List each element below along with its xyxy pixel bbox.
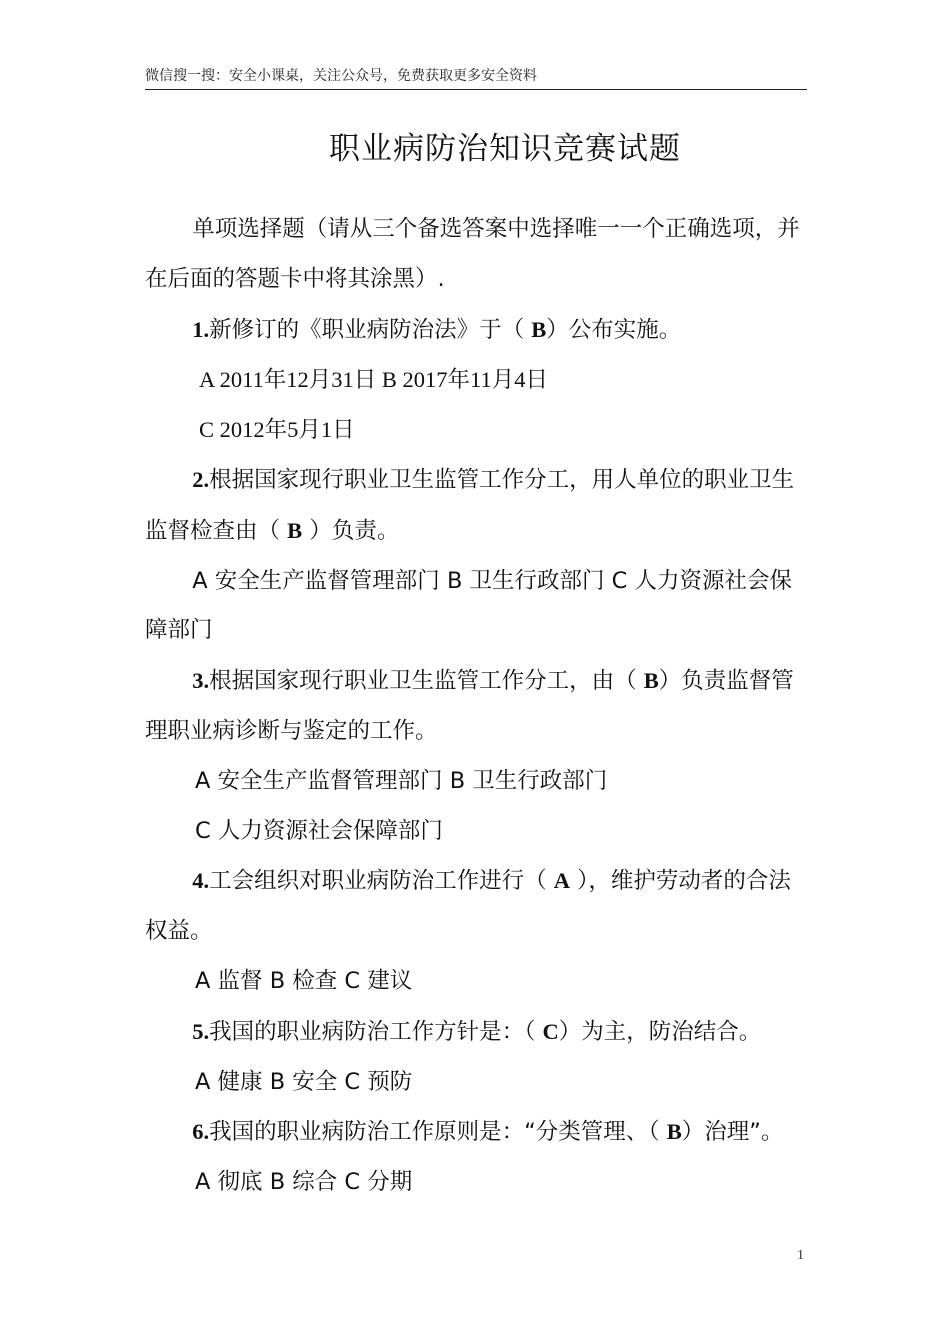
question-5-options: A 健康 B 安全 C 预防	[195, 1068, 413, 1095]
question-text: 我国的职业病防治工作原则是：“分类管理、（	[209, 1119, 667, 1146]
question-text: 工会组织对职业病防治工作进行（	[209, 868, 554, 895]
question-text: 根据国家现行职业卫生监管工作分工，由（	[209, 668, 644, 695]
question-5	[145, 1007, 807, 1058]
question-2	[145, 455, 807, 557]
header-divider	[145, 89, 807, 90]
question-answer: C	[542, 1018, 559, 1044]
page-number: 1	[797, 1248, 804, 1263]
question-answer: B	[643, 668, 659, 694]
question-1-options-line-2: C 2012年5月1日	[199, 417, 355, 443]
question-4	[145, 856, 807, 957]
question-text: 根据国家现行职业卫生监管工作分工，用人单位的职业卫生监督检查由（	[145, 466, 795, 544]
page-header: 微信搜一搜：安全小课桌，关注公众号，免费获取更多安全资料	[145, 68, 537, 84]
question-answer: B	[531, 316, 547, 342]
question-text-end: ）治理”。	[681, 1119, 784, 1146]
question-answer: B	[287, 517, 303, 543]
question-6-options: A 彻底 B 综合 C 分期	[195, 1169, 413, 1196]
question-text: 我国的职业病防治工作方针是：（	[209, 1018, 543, 1045]
question-3-options-line-1: A 安全生产监督管理部门 B 卫生行政部门	[195, 767, 608, 794]
question-text-end: ）为主，防治结合。	[558, 1018, 762, 1045]
document-body	[145, 205, 807, 1208]
question-answer: A	[553, 868, 571, 894]
question-2-options: A 安全生产监督管理部门 B 卫生行政部门 C 人力资源社会保障部门	[145, 567, 793, 644]
question-number: 2.	[192, 466, 210, 492]
question-number: 5.	[192, 1018, 210, 1044]
question-answer: B	[666, 1119, 682, 1145]
question-1-options-line-1: A 2011年12月31日 B 2017年11月4日	[199, 367, 548, 393]
question-text-end: ），维护劳动者的合法权益。	[145, 868, 791, 945]
question-4-options: A 监督 B 检查 C 建议	[195, 967, 413, 994]
question-number: 6.	[192, 1119, 210, 1145]
question-number: 1.	[192, 316, 210, 342]
question-3-options-line-2: C 人力资源社会保障部门	[195, 817, 443, 844]
question-text: 新修订的《职业病防治法》于（	[209, 316, 532, 343]
question-3	[145, 656, 807, 757]
question-number: 3.	[192, 668, 210, 694]
question-text-end: ）负责。	[302, 517, 400, 544]
question-1	[145, 305, 807, 356]
question-text-end: ）负责监督管理职业病诊断与鉴定的工作。	[145, 668, 794, 744]
document-title: 职业病防治知识竞赛试题	[329, 131, 681, 167]
question-number: 4.	[192, 868, 210, 894]
question-text-end: ）公布实施。	[546, 316, 682, 343]
instructions: 单项选择题（请从三个备选答案中选择唯一一个正确选项，并在后面的答题卡中将其涂黑）.	[145, 216, 800, 292]
question-6	[145, 1107, 807, 1158]
